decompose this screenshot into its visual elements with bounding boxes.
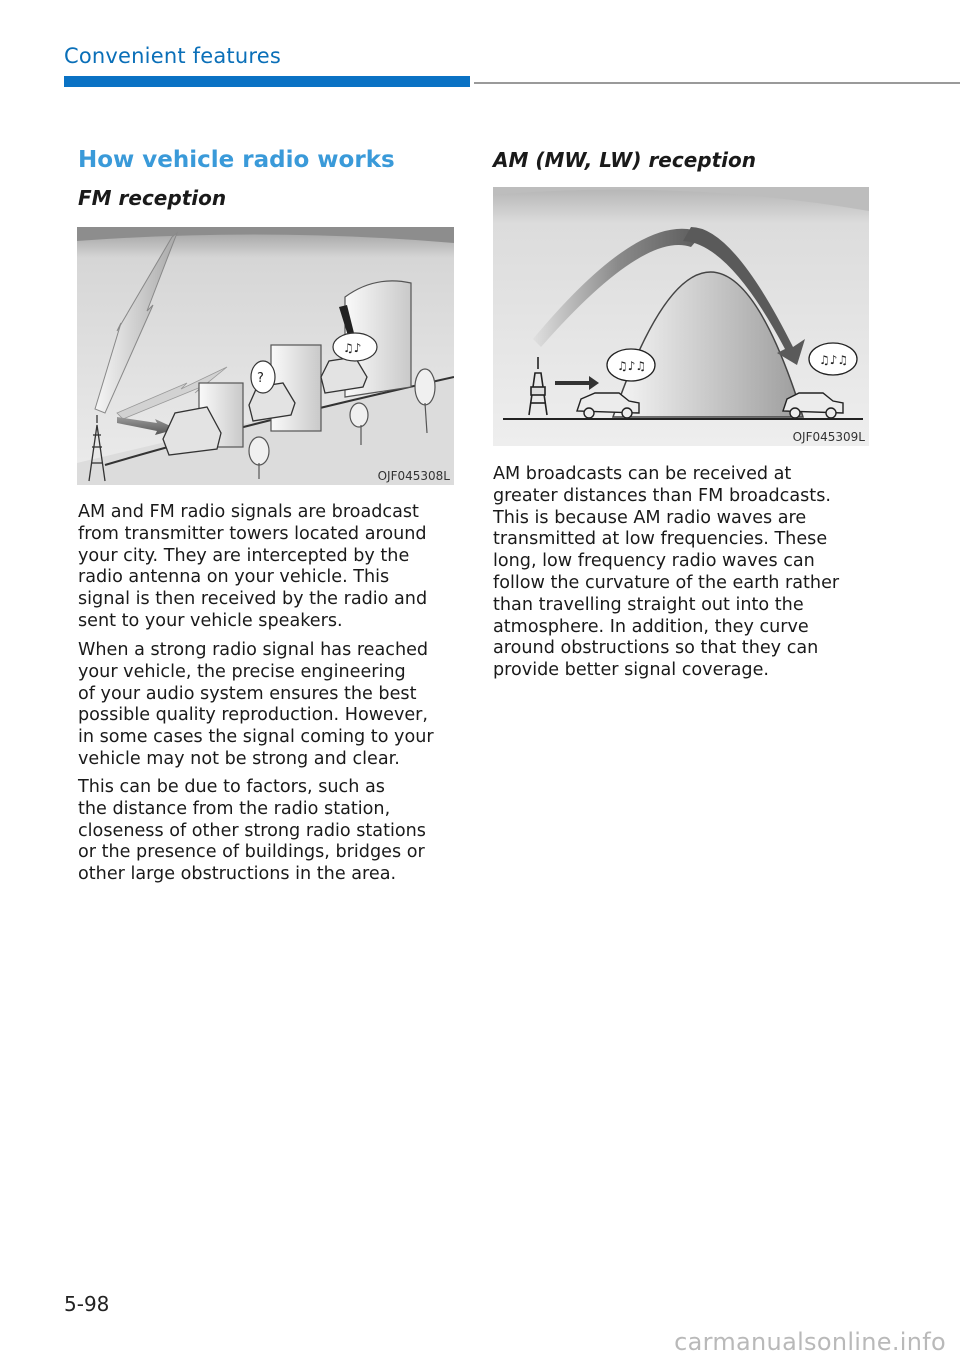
fm-reception-illustration <box>77 227 454 485</box>
am-heading: AM (MW, LW) reception <box>493 148 756 172</box>
header-accent-bar <box>64 76 470 87</box>
svg-text:?: ? <box>257 371 264 386</box>
fm-figure-code: OJF045308L <box>377 469 450 483</box>
svg-text:♫♪♫: ♫♪♫ <box>617 359 647 373</box>
am-paragraph: AM broadcasts can be received at greater distances than FM broadcasts. This is because AM radio waves are transmitted at low frequencies. These long, low frequency radio waves can follow the curvature of the earth rather than travelling straight out into the atmosphere. In addition, they curve around obstructions so that they can provide better signal coverage. <box>493 464 840 681</box>
fm-heading: FM reception <box>78 186 227 210</box>
svg-text:♫♪♫: ♫♪♫ <box>819 353 849 367</box>
am-figure-code: OJF045309L <box>792 430 865 444</box>
header-rule <box>474 82 960 84</box>
fm-paragraph-3: This can be due to factors, such as the distance from the radio station, closeness of other strong radio stations or the presence of buildings, bridges or other large obstructions in the area. <box>78 777 426 885</box>
watermark: carmanualsonline.info <box>674 1328 946 1356</box>
section-title: How vehicle radio works <box>78 147 395 173</box>
fm-paragraph-1: AM and FM radio signals are broadcast from transmitter towers located around your city. They are intercepted by the radio antenna on your vehicle. This signal is then received by the radio and sent to your vehicle speakers. <box>78 502 428 631</box>
running-header: Convenient features <box>64 44 282 68</box>
svg-text:♫♪: ♫♪ <box>343 341 362 355</box>
fm-paragraph-2: When a strong radio signal has reached your vehicle, the precise engineering of your audio system ensures the best possible quality reproduction. However, in some cases the signal coming to your vehicle may not be strong and clear. <box>78 640 434 769</box>
am-reception-illustration <box>493 187 869 446</box>
page-number: 5-98 <box>64 1292 110 1316</box>
